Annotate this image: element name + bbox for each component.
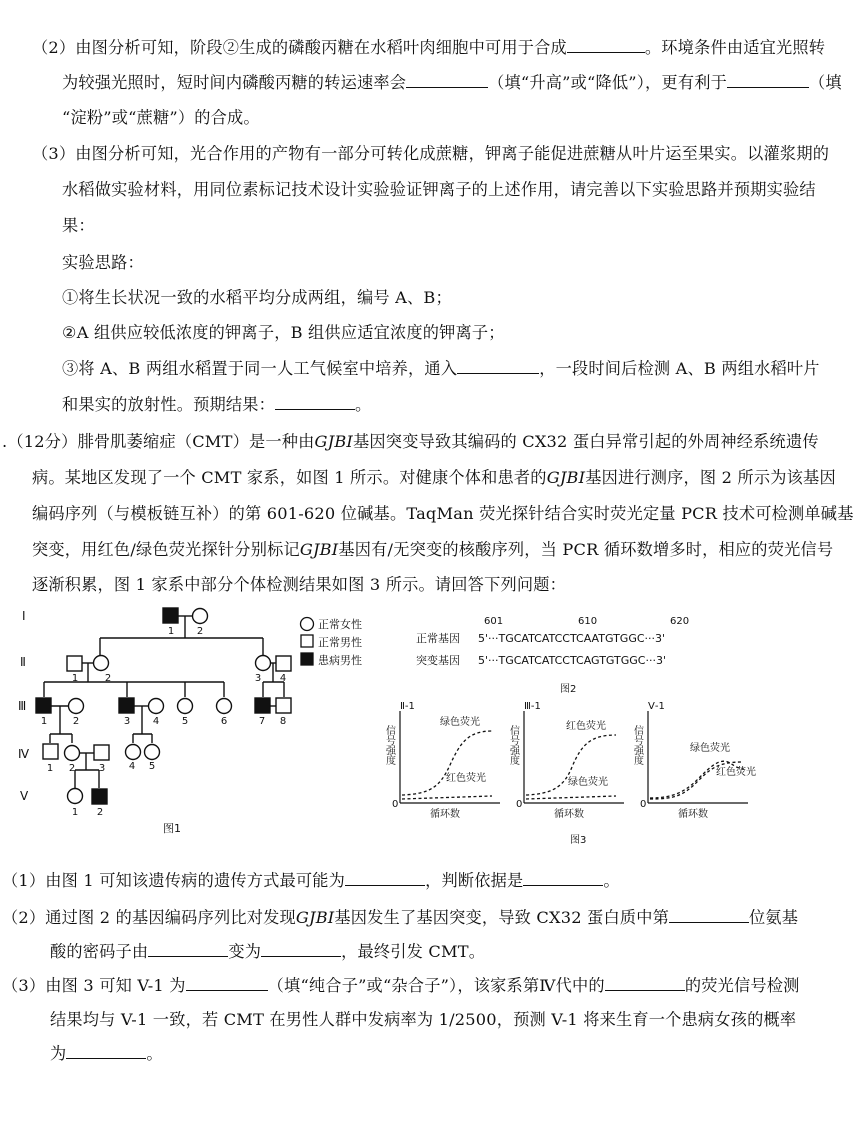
answer-blank[interactable] (66, 1044, 146, 1059)
sequence: 5'···TGCATCATCCTCAGTGTGGC···3' (478, 654, 666, 667)
individual-number: 4 (128, 761, 136, 772)
q3-step4: 和果实的放射性。预期结果： 。 (62, 395, 372, 414)
q2-line1: （2）由图分析可知，阶段②生成的磷酸丙糖在水稻叶肉细胞中可用于合成 。环境条件由适宜光照转 (32, 38, 826, 57)
normal-male (94, 745, 109, 760)
legend-female-symbol (301, 618, 314, 631)
answer-blank[interactable] (186, 976, 268, 991)
legend-label: 患病男性 (318, 654, 362, 667)
answer-blank[interactable] (567, 38, 645, 53)
normal-female (217, 699, 232, 714)
individual-number: 1 (71, 673, 79, 684)
normal-female (94, 656, 109, 671)
panel-title: Ⅱ-1 (400, 701, 415, 712)
green-fluorescence-curve (402, 731, 492, 795)
normal-male (276, 698, 291, 713)
problem-line2: 病。某地区发现了一个 CMT 家系，如图 1 所示。对健康个体和患者的GJBI基因进行测序，图 2 所示为该基因 (32, 468, 836, 487)
answer-blank[interactable] (727, 73, 809, 88)
individual-number: 2 (196, 626, 204, 637)
figure1-caption: 图1 (163, 822, 181, 835)
problem-line4: 突变，用红色/绿色荧光探针分别标记GJBI基因有/无突变的核酸序列，当 PCR 循环数增多时，相应的荧光信号 (32, 540, 834, 559)
individual-number: 1 (167, 626, 175, 637)
gen-label: Ⅰ (22, 609, 26, 623)
q3-step3: ③将 A、B 两组水稻置于同一人工气候室中培养，通入 ，一段时间后检测 A、B 两组水稻叶片 (62, 359, 820, 378)
individual-number: 6 (220, 716, 228, 727)
individual-number: 2 (104, 673, 112, 684)
individual-number: 1 (40, 716, 48, 727)
sequence: 5'···TGCATCATCCTCAATGTGGC···3' (478, 632, 666, 645)
curve-label: 绿色荧光 (568, 777, 608, 788)
normal-female (126, 745, 141, 760)
normal-female (193, 609, 208, 624)
sequence-figure (410, 612, 800, 697)
normal-female (178, 699, 193, 714)
affected-male (36, 698, 51, 713)
answer-blank[interactable] (523, 871, 603, 886)
red-fluorescence-curve (402, 796, 492, 799)
normal-female (145, 745, 160, 760)
problem-line5: 逐渐积累，图 1 家系中部分个体检测结果如图 3 所示。请回答下列问题： (32, 575, 567, 594)
question1: （1）由图 1 可知该遗传病的遗传方式最可能为 ，判断依据是 。 (2, 871, 620, 890)
q3-line2: 水稻做实验材料，用同位素标记技术设计实验验证钾离子的上述作用，请完善以下实验思路并预期实验结 (62, 180, 816, 199)
position-label: 610 (578, 616, 598, 627)
axis-origin: 0 (640, 799, 647, 810)
answer-blank[interactable] (275, 395, 355, 410)
individual-number: 3 (254, 673, 262, 684)
axis-ylabel: 信号强度 (507, 725, 519, 765)
q3-step1: ①将生长状况一致的水稻平均分成两组，编号 A、B； (62, 288, 452, 307)
normal-female (69, 699, 84, 714)
normal-female (65, 746, 80, 761)
sequence-label: 正常基因 (416, 632, 460, 645)
axis-ylabel: 信号强度 (631, 725, 643, 765)
figure2-caption: 图2 (560, 684, 577, 695)
affected-male (255, 698, 270, 713)
q2-line2: 为较强光照时，短时间内磷酸丙糖的转运速率会 （填“升高”或“降低”），更有利于 （填 (62, 73, 842, 92)
curve-label: 绿色荧光 (690, 743, 730, 754)
sequence-label: 突变基因 (416, 654, 460, 667)
affected-male (119, 698, 134, 713)
individual-number: 2 (72, 716, 80, 727)
fluorescence-figure (380, 695, 800, 855)
curve-label: 红色荧光 (446, 773, 486, 784)
answer-blank[interactable] (457, 359, 539, 374)
individual-number: 1 (46, 763, 54, 774)
normal-male (67, 656, 82, 671)
gen-label: Ⅲ (18, 699, 27, 713)
panel-title: Ⅲ-1 (524, 701, 541, 712)
position-label: 620 (670, 616, 690, 627)
panel-title: Ⅴ-1 (648, 701, 665, 712)
axis-origin: 0 (392, 799, 399, 810)
axis-ylabel: 信号强度 (383, 725, 395, 765)
axis-xlabel: 循环数 (430, 809, 460, 820)
normal-female (256, 656, 271, 671)
gen-label: Ⅱ (20, 655, 26, 669)
individual-number: 4 (152, 716, 160, 727)
q3-line1: （3）由图分析可知，光合作用的产物有一部分可转化成蔗糖，钾离子能促进蔗糖从叶片运至果实。以灌浆期的 (32, 144, 830, 163)
answer-blank[interactable] (261, 942, 341, 957)
question3-line1: （3）由图 3 可知 V-1 为 （填“纯合子”或“杂合子”），该家系第Ⅳ代中的 的荧光信号检测 (2, 976, 800, 995)
normal-male (276, 656, 291, 671)
answer-blank[interactable] (148, 942, 228, 957)
gen-label: Ⅳ (18, 747, 30, 761)
individual-number: 7 (258, 716, 266, 727)
individual-number: 3 (98, 763, 106, 774)
individual-number: 2 (96, 807, 104, 818)
position-label: 601 (484, 616, 504, 627)
individual-number: 1 (71, 807, 79, 818)
normal-female (149, 699, 164, 714)
individual-number: 5 (181, 716, 189, 727)
individual-number: 3 (123, 716, 131, 727)
question3-line3: 为 。 (50, 1044, 163, 1063)
normal-male (43, 744, 58, 759)
question2-line1: （2）通过图 2 的基因编码序列比对发现GJBI基因发生了基因突变，导致 CX32 蛋白质中第 位氨基 (2, 908, 799, 927)
gen-label: Ⅴ (20, 789, 29, 803)
q2-line3: “淀粉”或“蔗糖”）的合成。 (62, 108, 260, 127)
curve-label: 红色荧光 (716, 767, 756, 778)
answer-blank[interactable] (406, 73, 488, 88)
pedigree-figure (0, 600, 400, 850)
figure3-caption: 图3 (570, 835, 587, 846)
answer-blank[interactable] (345, 871, 425, 886)
q3-line3: 果： (62, 216, 95, 235)
axis-xlabel: 循环数 (678, 809, 708, 820)
answer-blank[interactable] (669, 908, 749, 923)
problem-line3: 编码序列（与模板链互补）的第 601-620 位碱基。TaqMan 荧光探针结合实时荧光定量 PCR 技术可检测单碱基 (32, 504, 854, 523)
q3-step2: ②A 组供应较低浓度的钾离子，B 组供应适宜浓度的钾离子； (62, 323, 505, 342)
normal-female (68, 789, 83, 804)
q3-idea-heading: 实验思路： (62, 253, 144, 272)
affected-male (163, 608, 178, 623)
curve-label: 红色荧光 (566, 721, 606, 732)
legend-affected-symbol (301, 653, 313, 665)
question2-line2: 酸的密码子由 变为 ，最终引发 CMT。 (50, 942, 486, 961)
curve-label: 绿色荧光 (440, 717, 480, 728)
individual-number: 8 (279, 716, 287, 727)
axis-origin: 0 (516, 799, 523, 810)
problem-line1: .（12分）腓骨肌萎缩症（CMT）是一种由GJBI基因突变导致其编码的 CX32 蛋白异常引起的外周神经系统遗传 (2, 432, 819, 451)
legend-label: 正常男性 (318, 636, 362, 649)
answer-blank[interactable] (605, 976, 685, 991)
individual-number: 2 (68, 763, 76, 774)
axis-xlabel: 循环数 (554, 809, 584, 820)
legend-male-symbol (301, 635, 313, 647)
pedigree-legend (301, 617, 363, 667)
affected-male (92, 789, 107, 804)
individual-number: 5 (148, 761, 156, 772)
green-fluorescence-curve (526, 796, 616, 799)
legend-label: 正常女性 (318, 618, 362, 631)
question3-line2: 结果均与 V-1 一致，若 CMT 在男性人群中发病率为 1/2500，预测 V-1 将来生育一个患病女孩的概率 (50, 1010, 797, 1029)
individual-number: 4 (279, 673, 287, 684)
